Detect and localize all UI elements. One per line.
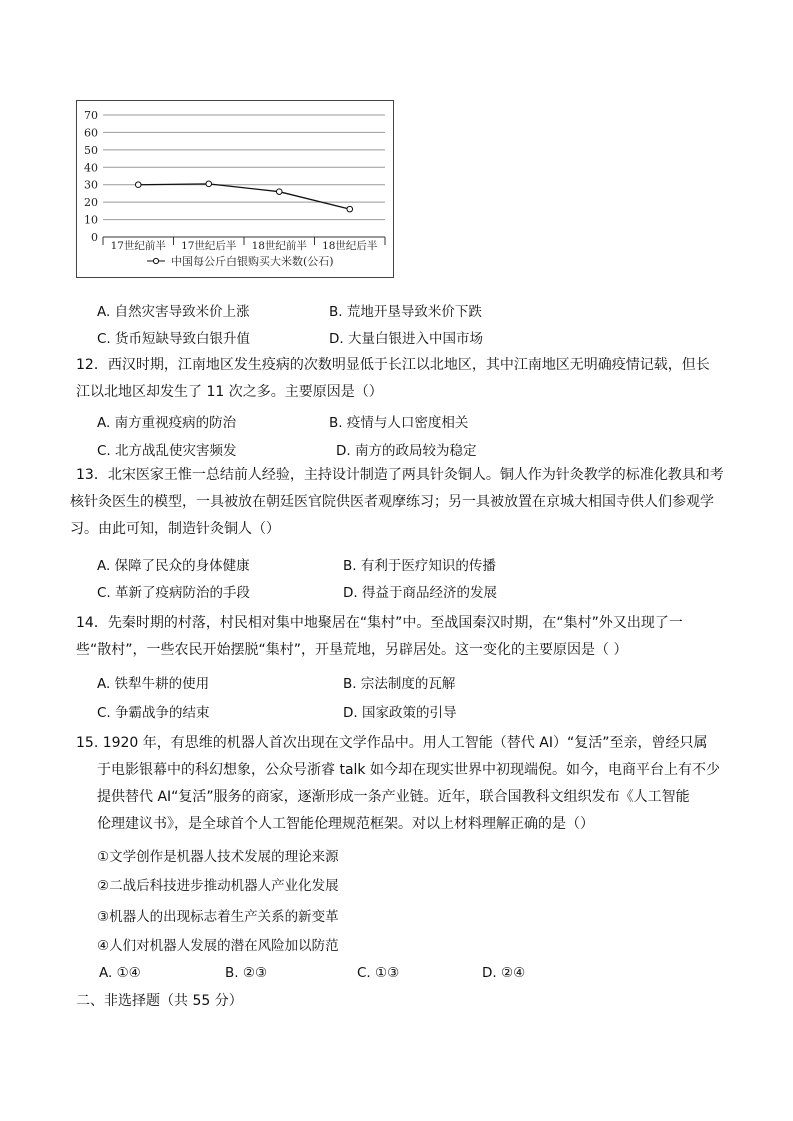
q15-stem-line-2: 于电影银幕中的科幻想象，公众号浙睿 talk 如今却在现实世界中初现端倪。如今，电商平台上有不少 [97,762,720,778]
q13-stem-line-2: 核针灸医生的模型，一具被放在朝廷医官院供医者观摩练习；另一具被放置在京城大相国寺供人们参观学 [70,494,714,510]
y-tick-label: 40 [84,161,98,175]
y-tick-label: 30 [84,178,98,192]
section-2-heading: 二、非选择题（共 55 分） [76,993,243,1009]
q13-option-c[interactable]: C. 革新了疫病防治的手段 [97,585,251,601]
data-point [135,182,141,188]
line-chart [76,100,394,278]
q13-stem-line-1: 13．北宋医家王惟一总结前人经验，主持设计制造了两具针灸铜人。铜人作为针灸教学的标准化教具和考 [76,467,724,483]
q15-stem-line-3: 提供替代 AI“复活”服务的商家，逐渐形成一条产业链。近年，联合国教科文组织发布《人工智能 [97,789,690,805]
q12-option-a[interactable]: A. 南方重视疫病的防治 [97,415,237,431]
x-tick-label: 18世纪后半 [322,240,378,252]
q15-option-d[interactable]: D. ②④ [482,965,526,981]
q15-option-a[interactable]: A. ①④ [99,965,141,981]
x-tick-label: 17世纪后半 [181,240,237,252]
q13-option-a[interactable]: A. 保障了民众的身体健康 [97,558,250,574]
q11-option-c[interactable]: C. 货币短缺导致白银升值 [97,331,251,347]
q15-statement-3: ③机器人的出现标志着生产关系的新变革 [97,909,339,925]
q14-option-d[interactable]: D. 国家政策的引导 [343,705,457,721]
q14-stem-line-2: 些“散村”，一些农民开始摆脱“集村”，开垦荒地，另辟居处。这一变化的主要原因是（ ） [76,642,628,658]
q15-statement-1: ①文学创作是机器人技术发展的理论来源 [97,849,339,865]
series-line [138,184,350,209]
data-point [276,189,282,195]
q12-option-b[interactable]: B. 疫情与人口密度相关 [329,415,469,431]
x-tick-label: 17世纪前半 [110,240,166,252]
q12-option-d[interactable]: D. 南方的政局较为稳定 [336,443,477,459]
q13-stem-line-3: 习。由此可知，制造针灸铜人（） [70,521,280,537]
q14-stem-line-1: 14．先秦时期的村落，村民相对集中地聚居在“集村”中。至战国秦汉时期，在“集村”外又出现了一 [76,615,683,631]
y-tick-label: 0 [91,231,98,244]
y-tick-label: 70 [84,109,98,122]
legend-marker [153,258,158,263]
q11-option-d[interactable]: D. 大量白银进入中国市场 [329,331,483,347]
q13-option-b[interactable]: B. 有利于医疗知识的传播 [343,558,496,574]
q11-option-a[interactable]: A. 自然灾害导致米价上涨 [97,304,250,320]
q15-option-c[interactable]: C. ①③ [357,965,400,981]
q14-option-a[interactable]: A. 铁犁牛耕的使用 [97,676,210,692]
q11-option-b[interactable]: B. 荒地开垦导致米价下跌 [329,304,482,320]
data-point [206,181,212,187]
q14-option-c[interactable]: C. 争霸战争的结束 [97,705,210,721]
y-tick-label: 50 [84,143,98,157]
q15-option-b[interactable]: B. ②③ [225,965,268,981]
q15-statement-4: ④人们对机器人发展的潜在风险加以防范 [97,938,339,954]
q15-statement-2: ②二战后科技进步推动机器人产业化发展 [97,878,339,894]
y-tick-label: 20 [84,196,98,210]
chart-svg [77,101,395,279]
q12-stem-line-1: 12．西汉时期，江南地区发生疫病的次数明显低于长江以北地区，其中江南地区无明确疫情记载，但长 [76,357,710,373]
q14-option-b[interactable]: B. 宗法制度的瓦解 [343,676,456,692]
y-tick-label: 60 [84,126,98,140]
x-tick-label: 18世纪前半 [251,240,307,252]
y-tick-label: 10 [84,213,98,227]
q15-stem-line-1: 15. 1920 年，有思维的机器人首次出现在文学作品中。用人工智能（替代 AI）“复活”至亲，曾经只属 [76,735,708,751]
legend-label: 中国每公斤白银购买大米数(公石) [171,255,334,268]
q12-stem-line-2: 江以北地区却发生了 11 次之多。主要原因是（） [76,384,383,400]
data-point [347,206,353,212]
q13-option-d[interactable]: D. 得益于商品经济的发展 [343,585,497,601]
q12-option-c[interactable]: C. 北方战乱使灾害频发 [97,443,237,459]
q15-stem-line-4: 伦理建议书》，是全球首个人工智能伦理规范框架。对以上材料理解正确的是（） [97,816,594,832]
